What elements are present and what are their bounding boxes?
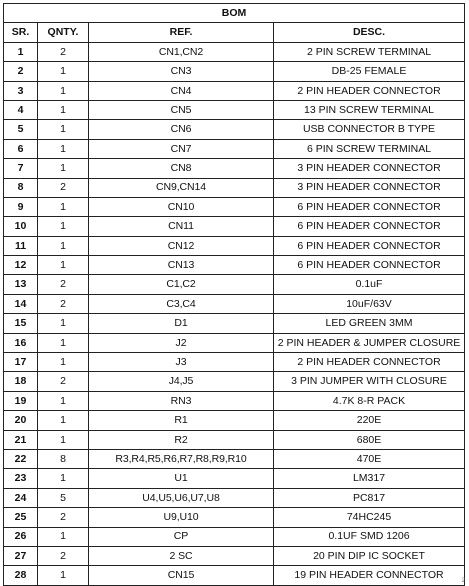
cell-qty: 1 — [38, 333, 89, 352]
table-row — [4, 469, 465, 488]
cell-ref: R3,R4,R5,R6,R7,R8,R9,R10 — [89, 449, 274, 468]
page-marker: 2 — [461, 578, 465, 584]
cell-qty: 8 — [38, 449, 89, 468]
cell-desc: 19 PIN HEADER CONNECTOR — [274, 566, 465, 585]
cell-sr: 3 — [4, 81, 38, 100]
cell-desc: 0.1uF — [274, 275, 465, 294]
cell-desc: 3 PIN JUMPER WITH CLOSURE — [274, 372, 465, 391]
table-row — [4, 100, 465, 119]
cell-sr: 6 — [4, 139, 38, 158]
cell-desc: DB-25 FEMALE — [274, 62, 465, 81]
cell-qty: 2 — [38, 546, 89, 565]
cell-desc: 2 PIN HEADER CONNECTOR — [274, 81, 465, 100]
cell-sr: 22 — [4, 449, 38, 468]
cell-desc: LM317 — [274, 469, 465, 488]
cell-qty: 2 — [38, 508, 89, 527]
table-row — [4, 391, 465, 410]
header-desc: DESC. — [274, 23, 465, 42]
table-row — [4, 275, 465, 294]
table-row — [4, 411, 465, 430]
table-row — [4, 488, 465, 507]
cell-ref: J2 — [89, 333, 274, 352]
cell-qty: 2 — [38, 372, 89, 391]
cell-desc: 680E — [274, 430, 465, 449]
cell-ref: J4,J5 — [89, 372, 274, 391]
cell-ref: CN13 — [89, 256, 274, 275]
cell-qty: 1 — [38, 256, 89, 275]
bom-table-container — [3, 3, 464, 586]
cell-qty: 2 — [38, 275, 89, 294]
cell-desc: 220E — [274, 411, 465, 430]
cell-desc: USB CONNECTOR B TYPE — [274, 120, 465, 139]
cell-ref: C3,C4 — [89, 294, 274, 313]
cell-sr: 14 — [4, 294, 38, 313]
cell-qty: 1 — [38, 411, 89, 430]
header-ref: REF. — [89, 23, 274, 42]
bom-table-body — [4, 42, 465, 585]
cell-qty: 1 — [38, 391, 89, 410]
header-sr: SR. — [4, 23, 38, 42]
table-row — [4, 294, 465, 313]
bom-header-row — [4, 23, 465, 42]
table-row — [4, 449, 465, 468]
table-row — [4, 430, 465, 449]
cell-desc: PC817 — [274, 488, 465, 507]
cell-sr: 2 — [4, 62, 38, 81]
cell-qty: 1 — [38, 217, 89, 236]
cell-ref: 2 SC — [89, 546, 274, 565]
cell-sr: 8 — [4, 178, 38, 197]
cell-ref: J3 — [89, 353, 274, 372]
table-row — [4, 197, 465, 216]
table-row — [4, 236, 465, 255]
table-row — [4, 81, 465, 100]
cell-ref: U1 — [89, 469, 274, 488]
table-row — [4, 527, 465, 546]
cell-sr: 20 — [4, 411, 38, 430]
cell-desc: 6 PIN HEADER CONNECTOR — [274, 217, 465, 236]
cell-qty: 5 — [38, 488, 89, 507]
cell-sr: 18 — [4, 372, 38, 391]
cell-qty: 1 — [38, 159, 89, 178]
cell-desc: 20 PIN DIP IC SOCKET — [274, 546, 465, 565]
cell-qty: 1 — [38, 197, 89, 216]
cell-sr: 27 — [4, 546, 38, 565]
cell-desc: 74HC245 — [274, 508, 465, 527]
cell-sr: 5 — [4, 120, 38, 139]
bom-title-row — [4, 4, 465, 23]
cell-sr: 13 — [4, 275, 38, 294]
cell-ref: CN15 — [89, 566, 274, 585]
cell-sr: 15 — [4, 314, 38, 333]
cell-ref: CN4 — [89, 81, 274, 100]
cell-qty: 1 — [38, 566, 89, 585]
cell-ref: C1,C2 — [89, 275, 274, 294]
table-row — [4, 62, 465, 81]
cell-sr: 10 — [4, 217, 38, 236]
bom-table — [3, 3, 465, 586]
cell-ref: U9,U10 — [89, 508, 274, 527]
cell-qty: 1 — [38, 100, 89, 119]
header-qty: QNTY. — [38, 23, 89, 42]
cell-sr: 9 — [4, 197, 38, 216]
cell-ref: CN9,CN14 — [89, 178, 274, 197]
cell-sr: 4 — [4, 100, 38, 119]
cell-desc: 3 PIN HEADER CONNECTOR — [274, 159, 465, 178]
cell-ref: CN6 — [89, 120, 274, 139]
cell-ref: CN11 — [89, 217, 274, 236]
cell-qty: 1 — [38, 236, 89, 255]
table-row — [4, 178, 465, 197]
table-row — [4, 159, 465, 178]
cell-ref: CN10 — [89, 197, 274, 216]
cell-qty: 2 — [38, 42, 89, 61]
cell-qty: 1 — [38, 430, 89, 449]
cell-desc: 4.7K 8-R PACK — [274, 391, 465, 410]
cell-ref: CN5 — [89, 100, 274, 119]
table-row — [4, 566, 465, 585]
cell-ref: D1 — [89, 314, 274, 333]
cell-desc: 6 PIN SCREW TERMINAL — [274, 139, 465, 158]
cell-desc: 0.1UF SMD 1206 — [274, 527, 465, 546]
cell-ref: R2 — [89, 430, 274, 449]
cell-ref: CP — [89, 527, 274, 546]
cell-desc: 6 PIN HEADER CONNECTOR — [274, 256, 465, 275]
bom-title: BOM — [4, 4, 465, 23]
cell-ref: CN7 — [89, 139, 274, 158]
cell-qty: 1 — [38, 81, 89, 100]
cell-qty: 1 — [38, 120, 89, 139]
cell-sr: 28 — [4, 566, 38, 585]
table-row — [4, 508, 465, 527]
cell-desc: 13 PIN SCREW TERMINAL — [274, 100, 465, 119]
cell-ref: CN8 — [89, 159, 274, 178]
cell-ref: U4,U5,U6,U7,U8 — [89, 488, 274, 507]
cell-sr: 19 — [4, 391, 38, 410]
cell-desc: 10uF/63V — [274, 294, 465, 313]
cell-qty: 1 — [38, 527, 89, 546]
cell-qty: 1 — [38, 469, 89, 488]
cell-desc: 470E — [274, 449, 465, 468]
cell-desc: 2 PIN HEADER & JUMPER CLOSURE — [274, 333, 465, 352]
cell-qty: 1 — [38, 139, 89, 158]
cell-sr: 24 — [4, 488, 38, 507]
table-row — [4, 546, 465, 565]
cell-qty: 2 — [38, 294, 89, 313]
cell-sr: 25 — [4, 508, 38, 527]
cell-ref: CN12 — [89, 236, 274, 255]
cell-sr: 7 — [4, 159, 38, 178]
table-row — [4, 333, 465, 352]
cell-sr: 17 — [4, 353, 38, 372]
cell-qty: 1 — [38, 62, 89, 81]
cell-ref: R1 — [89, 411, 274, 430]
cell-ref: CN1,CN2 — [89, 42, 274, 61]
table-row — [4, 139, 465, 158]
cell-desc: 2 PIN SCREW TERMINAL — [274, 42, 465, 61]
cell-sr: 1 — [4, 42, 38, 61]
cell-qty: 1 — [38, 353, 89, 372]
cell-sr: 23 — [4, 469, 38, 488]
cell-sr: 16 — [4, 333, 38, 352]
cell-ref: CN3 — [89, 62, 274, 81]
cell-desc: 6 PIN HEADER CONNECTOR — [274, 197, 465, 216]
cell-sr: 12 — [4, 256, 38, 275]
table-row — [4, 372, 465, 391]
table-row — [4, 353, 465, 372]
cell-qty: 2 — [38, 178, 89, 197]
table-row — [4, 256, 465, 275]
cell-sr: 11 — [4, 236, 38, 255]
cell-desc: 2 PIN HEADER CONNECTOR — [274, 353, 465, 372]
cell-desc: LED GREEN 3MM — [274, 314, 465, 333]
cell-qty: 1 — [38, 314, 89, 333]
cell-sr: 26 — [4, 527, 38, 546]
cell-sr: 21 — [4, 430, 38, 449]
table-row — [4, 217, 465, 236]
cell-ref: RN3 — [89, 391, 274, 410]
cell-desc: 6 PIN HEADER CONNECTOR — [274, 236, 465, 255]
table-row — [4, 314, 465, 333]
cell-desc: 3 PIN HEADER CONNECTOR — [274, 178, 465, 197]
table-row — [4, 42, 465, 61]
table-row — [4, 120, 465, 139]
